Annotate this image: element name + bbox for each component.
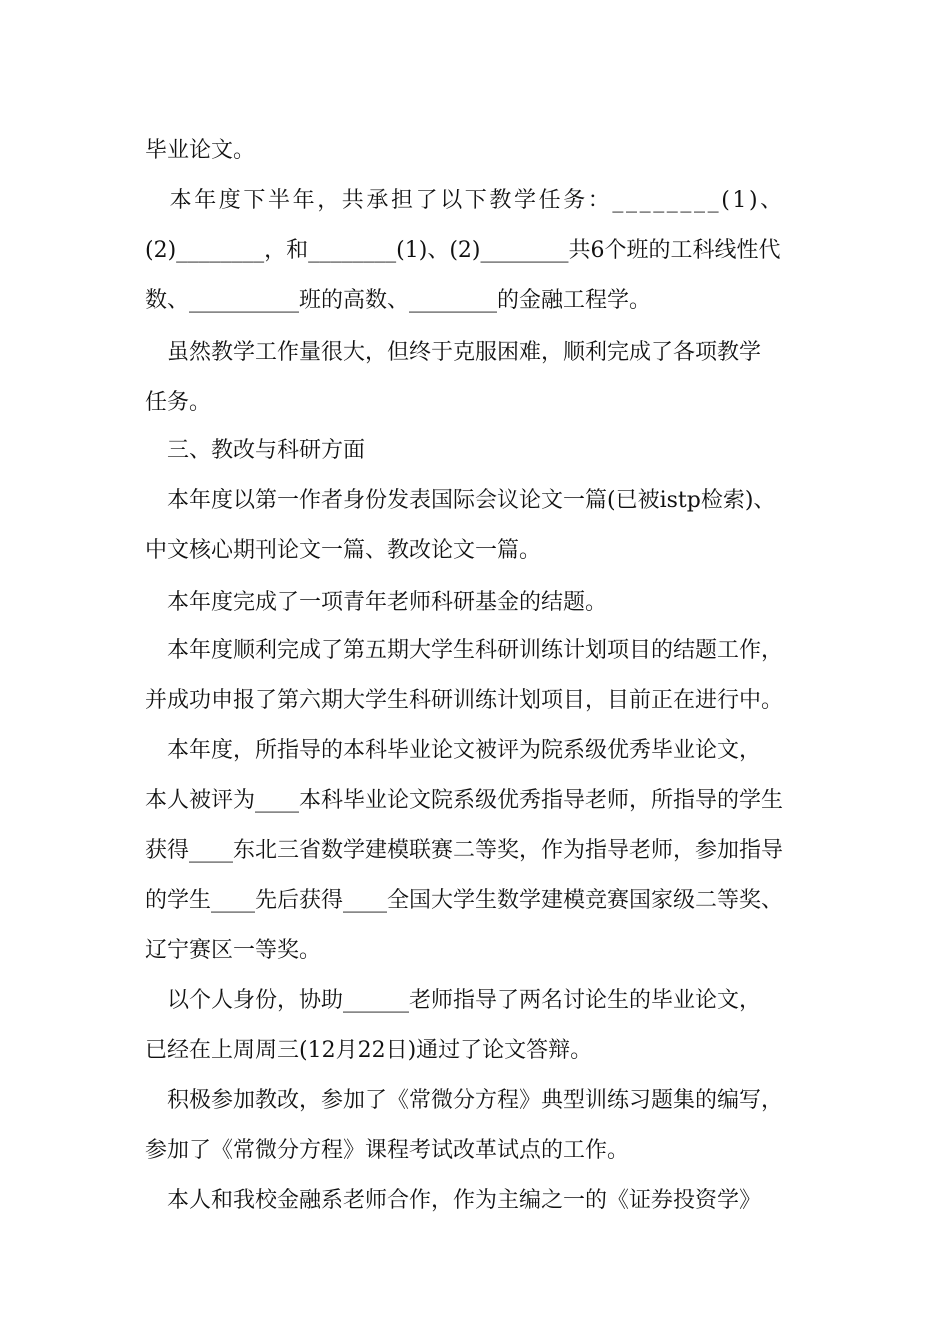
text-line: 数、__________班的高数、________的金融工程学。: [145, 288, 652, 313]
text-line: 本人被评为____本科毕业论文院系级优秀指导老师，所指导的学生: [145, 788, 784, 813]
text-line: (2)________，和________(1)、(2)________共6个班的工科线性代: [145, 238, 781, 263]
text-line: 参加了《常微分方程》课程考试改革试点的工作。: [145, 1138, 630, 1163]
text-line: 以个人身份，协助______老师指导了两名讨论生的毕业论文，: [145, 988, 762, 1013]
text-line: 的学生____先后获得____全国大学生数学建模竞赛国家级二等奖、: [145, 888, 784, 913]
section-heading: 三、教改与科研方面: [145, 438, 366, 463]
text-line: 本年度顺利完成了第五期大学生科研训练计划项目的结题工作，: [145, 638, 784, 663]
text-line: 本年度以第一作者身份发表国际会议论文一篇(已被istp检索)、: [145, 488, 776, 513]
text-line: 已经在上周周三(12月22日)通过了论文答辩。: [145, 1038, 593, 1063]
text-line: 积极参加教改，参加了《常微分方程》典型训练习题集的编写，: [145, 1088, 784, 1113]
text-line: 并成功申报了第六期大学生科研训练计划项目，目前正在进行中。: [145, 688, 784, 713]
text-line: 本年度，所指导的本科毕业论文被评为院系级优秀毕业论文，: [145, 738, 762, 763]
text-line: 任务。: [145, 390, 212, 415]
text-line: 获得____东北三省数学建模联赛二等奖，作为指导老师，参加指导: [145, 838, 784, 863]
text-line: 本人和我校金融系老师合作，作为主编之一的《证券投资学》: [145, 1188, 762, 1213]
text-line: 辽宁赛区一等奖。: [145, 938, 322, 963]
text-line: 毕业论文。: [145, 138, 256, 163]
text-line: 本年度完成了一项青年老师科研基金的结题。: [145, 590, 608, 615]
text-line: 本年度下半年，共承担了以下教学任务：________(1)、: [145, 188, 785, 213]
text-line: 虽然教学工作量很大，但终于克服困难，顺利完成了各项教学: [145, 340, 762, 365]
text-line: 中文核心期刊论文一篇、教改论文一篇。: [145, 538, 542, 563]
